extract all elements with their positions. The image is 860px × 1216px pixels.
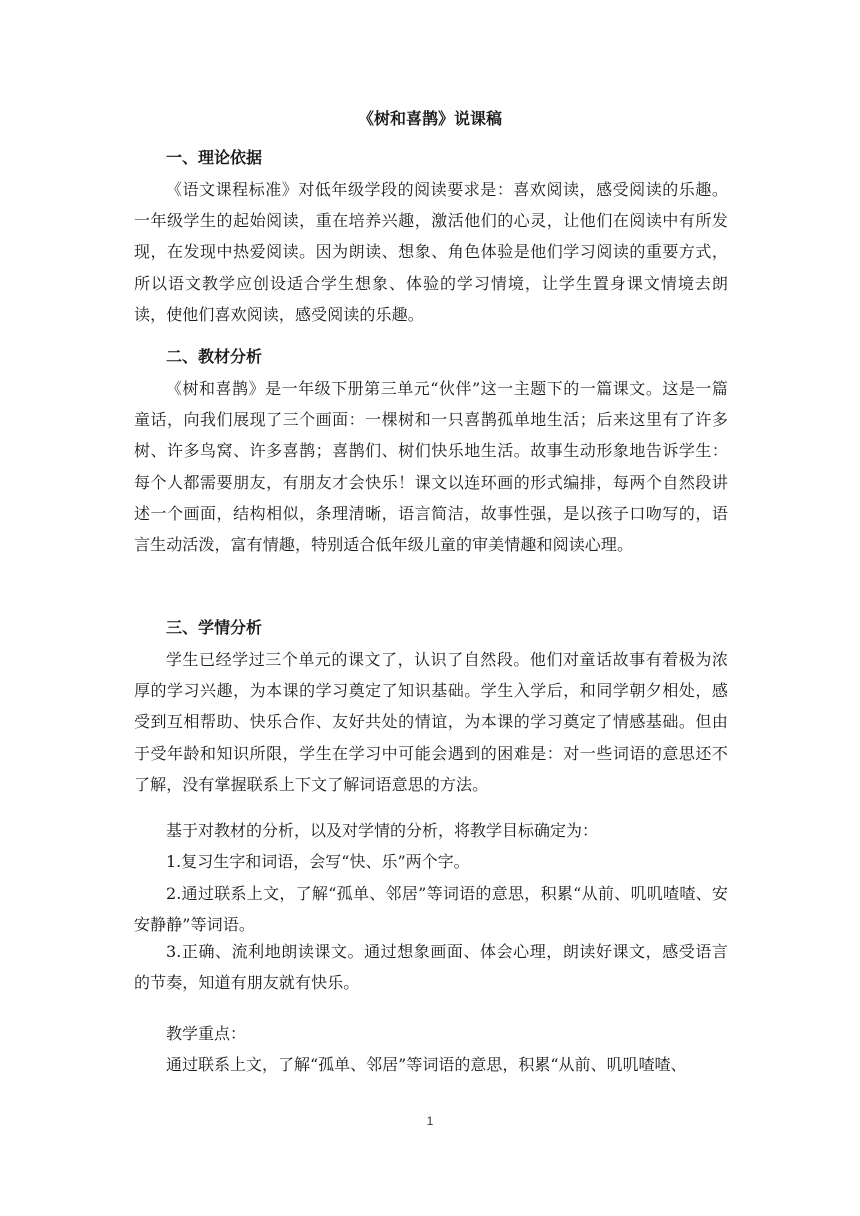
section-body-students: 学生已经学过三个单元的课文了，认识了自然段。他们对童话故事有着极为浓厚的学习兴趣，为本课的学习奠定了知识基础。学生入学后，和同学朝夕相处，感受到互相帮助、快乐合作、友好共处的情谊，为本课的学习奠定了情感基础。但由于受年龄和知识所限，学生在学习中可能会遇到的困难是：对一些词语的意思还不了解，没有掌握联系上下文了解词语意思的方法。 (134, 650, 728, 794)
goal-item-1: 1.复习生字和词语，会写“快、乐”两个字。 (166, 852, 470, 871)
section-heading-material: 二、教材分析 (166, 347, 263, 366)
section-heading-students: 三、学情分析 (166, 618, 263, 637)
goal-item-3: 3.正确、流利地朗读课文。通过想象画面、体会心理，朗读好课文，感受语言的节奏，知道有朋友就有快乐。 (134, 942, 728, 993)
document-title: 《树和喜鹊》说课稿 (357, 109, 502, 128)
page-number: 1 (426, 1114, 434, 1128)
key-points-label: 教学重点： (166, 1024, 247, 1043)
goal-item-2: 2.通过联系上文，了解“孤单、邻居”等词语的意思，积累“从前、叽叽喳喳、安安静静”等词语。 (134, 884, 728, 935)
section-body-theory: 《语文课程标准》对低年级学段的阅读要求是：喜欢阅读，感受阅读的乐趣。一年级学生的起始阅读，重在培养兴趣，激活他们的心灵，让他们在阅读中有所发现，在发现中热爱阅读。因为朗读、想象、角色体验是他们学习阅读的重要方式，所以语文教学应创设适合学生想象、体验的学习情境，让学生置身课文情境去朗读，使他们喜欢阅读，感受阅读的乐趣。 (134, 180, 728, 324)
section-heading-theory: 一、理论依据 (166, 148, 263, 167)
goals-intro: 基于对教材的分析，以及对学情的分析，将教学目标确定为： (166, 821, 599, 840)
section-body-material: 《树和喜鹊》是一年级下册第三单元“伙伴”这一主题下的一篇课文。这是一篇童话，向我们展现了三个画面：一棵树和一只喜鹊孤单地生活；后来这里有了许多树、许多鸟窝、许多喜鹊；喜鹊们、树们快乐地生活。故事生动形象地告诉学生：每个人都需要朋友，有朋友才会快乐！课文以连环画的形式编排，每两个自然段讲述一个画面，结构相似，条理清晰，语言简洁，故事性强，是以孩子口吻写的，语言生动活泼，富有情趣，特别适合低年级儿童的审美情趣和阅读心理。 (134, 379, 728, 555)
key-points-text: 通过联系上文，了解“孤单、邻居”等词语的意思，积累“从前、叽叽喳喳、 (166, 1055, 687, 1074)
